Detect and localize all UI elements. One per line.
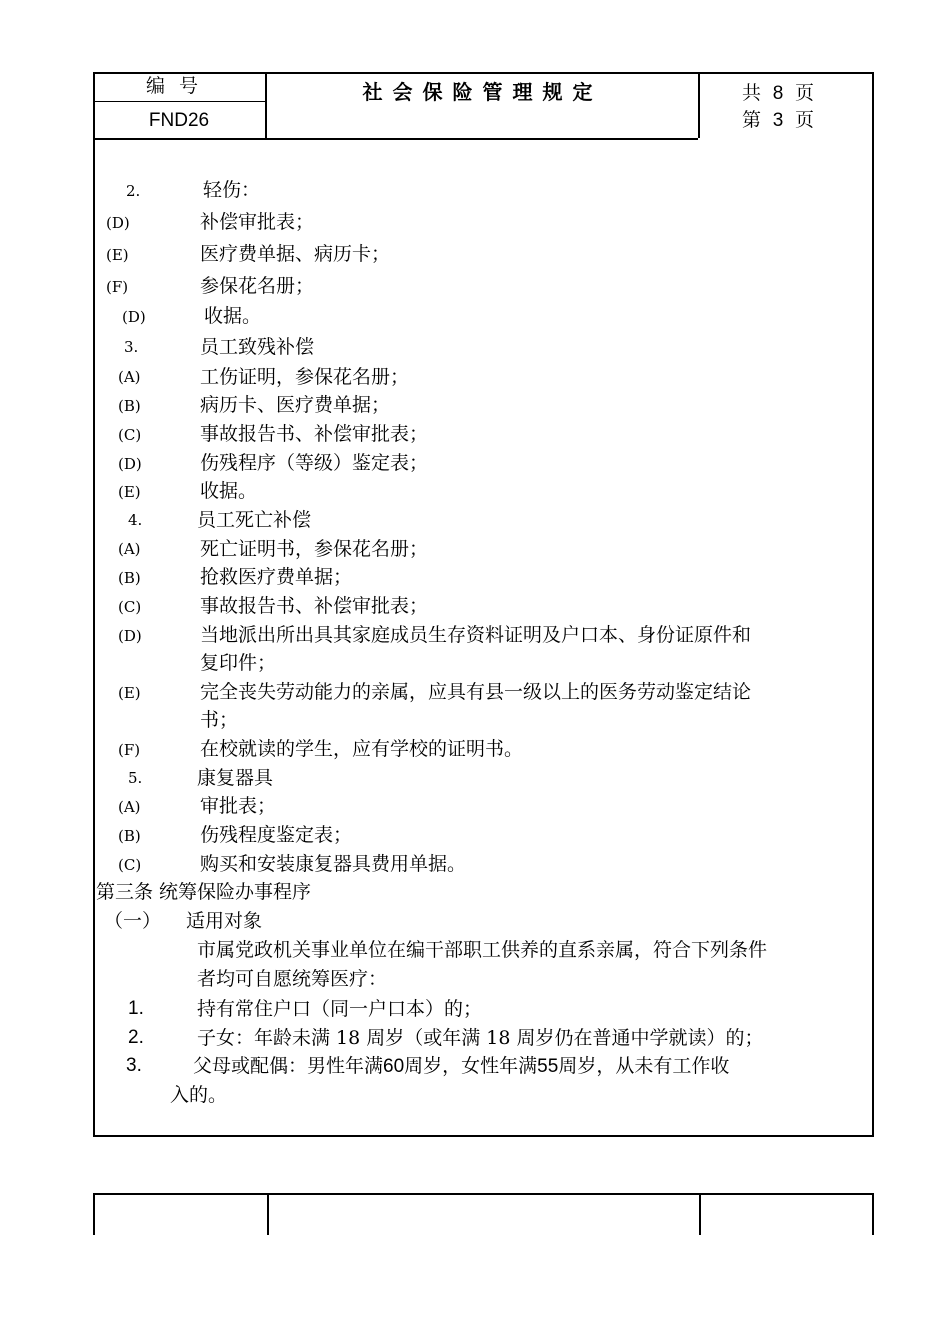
list-mark: (D) xyxy=(118,627,142,645)
item-text-part: 周岁，从未有工作收 xyxy=(558,1055,730,1077)
item-mark: 2. xyxy=(128,1027,144,1048)
code-box xyxy=(93,72,267,140)
list-text: 收据。 xyxy=(204,305,262,327)
list-text: 伤残程度鉴定表； xyxy=(200,824,353,846)
list-mark: (B) xyxy=(118,397,141,415)
list-mark: (F) xyxy=(106,278,129,296)
list-text: 复印件； xyxy=(200,652,277,674)
list-text: 伤残程序（等级）鉴定表； xyxy=(200,452,429,474)
list-mark: 3. xyxy=(124,338,139,356)
list-text: 病历卡、医疗费单据； xyxy=(200,394,391,416)
list-mark: (D) xyxy=(106,214,130,232)
next-page-header xyxy=(93,1193,874,1235)
total-pages xyxy=(742,80,814,107)
list-text: 员工致残补偿 xyxy=(200,336,315,358)
item-text: 子女：年龄未满 18 周岁（或年满 18 周岁仍在普通中学就读）的； xyxy=(197,1027,764,1049)
list-text: 事故报告书、补偿审批表； xyxy=(200,595,429,617)
code-value: FND26 xyxy=(148,110,210,131)
item-text-part: 父母或配偶：男性年满 xyxy=(193,1055,384,1077)
list-text: 康复器具 xyxy=(197,767,274,789)
list-text: 工伤证明，参保花名册； xyxy=(200,366,410,388)
list-text: 购买和安装康复器具费用单据。 xyxy=(200,853,467,875)
list-text: 员工死亡补偿 xyxy=(197,509,312,531)
current-page xyxy=(742,107,814,134)
code-label: 编号 xyxy=(93,72,265,102)
item-text-part: 周岁，女性年满 xyxy=(404,1055,538,1077)
title-box xyxy=(267,72,698,140)
item-number: 60 xyxy=(383,1056,405,1077)
list-mark: (E) xyxy=(106,246,129,264)
list-mark: 5. xyxy=(128,769,143,787)
list-text: 收据。 xyxy=(200,480,258,502)
total-pages-value: 8 xyxy=(772,83,784,104)
list-text: 抢救医疗费单据； xyxy=(200,566,353,588)
list-mark: (D) xyxy=(118,455,142,473)
list-mark: (E) xyxy=(118,684,141,702)
item-number: 55 xyxy=(537,1056,559,1077)
list-text: 完全丧失劳动能力的亲属，应具有县一级以上的医务劳动鉴定结论 xyxy=(200,681,752,703)
list-mark: (A) xyxy=(118,368,141,386)
list-mark: 4. xyxy=(128,511,143,529)
item-mark: 3. xyxy=(126,1055,142,1076)
total-prefix: 共 xyxy=(742,82,762,104)
section-mark: （一） xyxy=(104,910,162,932)
item-continuation: 入的。 xyxy=(170,1084,228,1106)
page-box xyxy=(698,72,872,138)
list-text: 事故报告书、补偿审批表； xyxy=(200,423,429,445)
list-mark: (A) xyxy=(118,798,141,816)
total-suffix: 页 xyxy=(795,82,815,104)
list-text: 书； xyxy=(200,709,239,731)
current-suffix: 页 xyxy=(795,109,815,131)
item-text xyxy=(193,1052,729,1081)
item-mark: 1. xyxy=(128,998,144,1019)
list-text: 轻伤： xyxy=(203,179,261,201)
article-title: 第三条 统筹保险办事程序 xyxy=(96,881,312,903)
list-text: 当地派出所出具其家庭成员生存资料证明及户口本、身份证原件和 xyxy=(200,624,752,646)
section-title: 适用对象 xyxy=(186,910,263,932)
divider xyxy=(699,1195,701,1235)
current-page-value: 3 xyxy=(772,110,784,131)
list-text: 医疗费单据、病历卡； xyxy=(200,243,391,265)
divider xyxy=(267,1195,269,1235)
list-mark: (B) xyxy=(118,827,141,845)
list-mark: (E) xyxy=(118,483,141,501)
list-mark: (F) xyxy=(118,741,141,759)
list-mark: (B) xyxy=(118,569,141,587)
list-mark: (C) xyxy=(118,598,142,616)
list-mark: (D) xyxy=(122,308,146,326)
paragraph-line: 市属党政机关事业单位在编干部职工供养的直系亲属，符合下列条件 xyxy=(197,939,768,961)
paragraph-line: 者均可自愿统筹医疗： xyxy=(197,968,388,990)
document-title: 社会保险管理规定 xyxy=(362,80,603,104)
list-mark: (C) xyxy=(118,426,142,444)
list-mark: (A) xyxy=(118,540,141,558)
current-prefix: 第 xyxy=(742,109,762,131)
item-text: 持有常住户口（同一户口本）的； xyxy=(197,998,483,1020)
list-text: 死亡证明书，参保花名册； xyxy=(200,538,429,560)
list-text: 审批表； xyxy=(200,795,277,817)
list-text: 参保花名册； xyxy=(200,275,315,297)
list-mark: (C) xyxy=(118,856,142,874)
list-mark: 2. xyxy=(126,182,141,200)
list-text: 在校就读的学生，应有学校的证明书。 xyxy=(200,738,524,760)
list-text: 补偿审批表； xyxy=(200,211,315,233)
